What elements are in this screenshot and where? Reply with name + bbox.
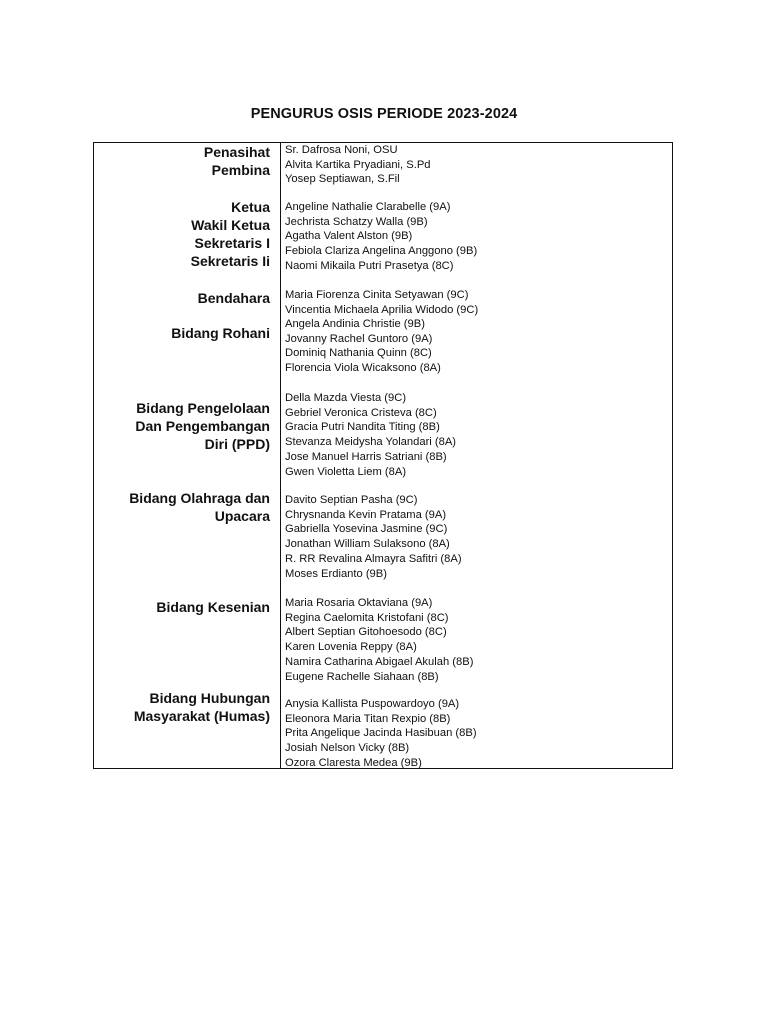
member-name: Jonathan William Sulaksono (8A)	[285, 538, 450, 551]
member-name: Chrysnanda Kevin Pratama (9A)	[285, 508, 447, 521]
role-label: Sekretaris Ii	[190, 253, 270, 269]
role-label: Bidang Kesenian	[156, 599, 270, 615]
role-label: Wakil Ketua	[191, 217, 270, 233]
member-name: Maria Rosaria Oktaviana (9A)	[285, 597, 433, 609]
member-name: Stevanza Meidysha Yolandari (8A)	[285, 436, 457, 449]
role-cell	[198, 289, 270, 307]
role-cell	[191, 198, 270, 270]
role-label: Ketua	[231, 199, 270, 215]
role-label: Bidang Pengelolaan	[136, 400, 270, 416]
member-name: Gebriel Veronica Cristeva (8C)	[285, 406, 437, 419]
member-name: Regina Caelomita Kristofani (8C)	[285, 611, 449, 624]
member-name: Angeline Nathalie Clarabelle (9A)	[285, 201, 451, 213]
member-name: Agatha Valent Alston (9B)	[285, 230, 413, 243]
member-name: Prita Angelique Jacinda Hasibuan (8B)	[285, 727, 477, 740]
member-name: Della Mazda Viesta (9C)	[285, 392, 407, 404]
document-title: PENGURUS OSIS PERIODE 2023-2024	[250, 106, 518, 122]
member-name: Sr. Dafrosa Noni, OSU	[285, 144, 398, 156]
role-cell	[204, 143, 270, 179]
member-name: Albert Septian Gitohoesodo (8C)	[285, 626, 447, 639]
member-name: Naomi Mikaila Putri Prasetya (8C)	[285, 259, 454, 272]
officers-table	[93, 142, 673, 769]
member-name: Davito Septian Pasha (9C)	[285, 494, 418, 506]
role-label: Bendahara	[197, 290, 270, 306]
member-name: Eleonora Maria Titan Rexpio (8B)	[285, 712, 451, 725]
member-name: Yosep Septiawan, S.Fil	[285, 173, 400, 186]
member-name: Dominiq Nathania Quinn (8C)	[285, 347, 432, 360]
member-name: Eugene Rachelle Siahaan (8B)	[285, 670, 439, 683]
role-label: Dan Pengembangan	[135, 418, 270, 434]
member-name: R. RR Revalina Almayra Safitri (8A)	[285, 552, 462, 565]
member-name: Josiah Nelson Vicky (8B)	[285, 742, 410, 755]
member-name: Ozora Claresta Medea (9B)	[285, 756, 422, 769]
member-name: Gabriella Yosevina Jasmine (9C)	[285, 523, 448, 536]
role-label: Bidang Olahraga dan	[129, 490, 270, 506]
member-name: Karen Lovenia Reppy (8A)	[285, 641, 417, 654]
member-name: Alvita Kartika Pryadiani, S.Pd	[285, 158, 431, 171]
member-name: Jose Manuel Harris Satriani (8B)	[285, 450, 447, 463]
role-cell	[135, 399, 270, 453]
member-name: Febiola Clariza Angelina Anggono (9B)	[285, 245, 478, 258]
role-label: Sekretaris I	[194, 235, 270, 251]
role-label: Masyarakat (Humas)	[133, 708, 270, 724]
role-label: Upacara	[214, 508, 270, 524]
role-cell	[134, 689, 270, 725]
role-label: Penasihat	[203, 144, 270, 160]
member-name: Moses Erdianto (9B)	[285, 567, 387, 580]
member-name: Florencia Viola Wicaksono (8A)	[285, 362, 441, 375]
member-name: Jovanny Rachel Guntoro (9A)	[285, 332, 433, 345]
role-label: Pembina	[211, 162, 270, 178]
column-divider	[280, 143, 281, 768]
role-cell	[156, 598, 270, 616]
role-cell	[129, 489, 270, 525]
role-label: Diri (PPD)	[204, 436, 270, 452]
role-label: Bidang Hubungan	[149, 690, 270, 706]
member-name: Angela Andinia Christie (9B)	[285, 318, 425, 330]
member-name: Gracia Putri Nandita Titing (8B)	[285, 421, 440, 434]
member-name: Namira Catharina Abigael Akulah (8B)	[285, 655, 474, 668]
member-name: Gwen Violetta Liem (8A)	[285, 465, 407, 478]
member-name: Anysia Kallista Puspowardoyo (9A)	[285, 698, 460, 710]
role-cell	[171, 324, 270, 342]
member-name: Maria Fiorenza Cinita Setyawan (9C)	[285, 289, 469, 301]
member-name: Vincentia Michaela Aprilia Widodo (9C)	[285, 303, 479, 316]
role-label: Bidang Rohani	[171, 325, 270, 341]
member-name: Jechrista Schatzy Walla (9B)	[285, 215, 428, 228]
